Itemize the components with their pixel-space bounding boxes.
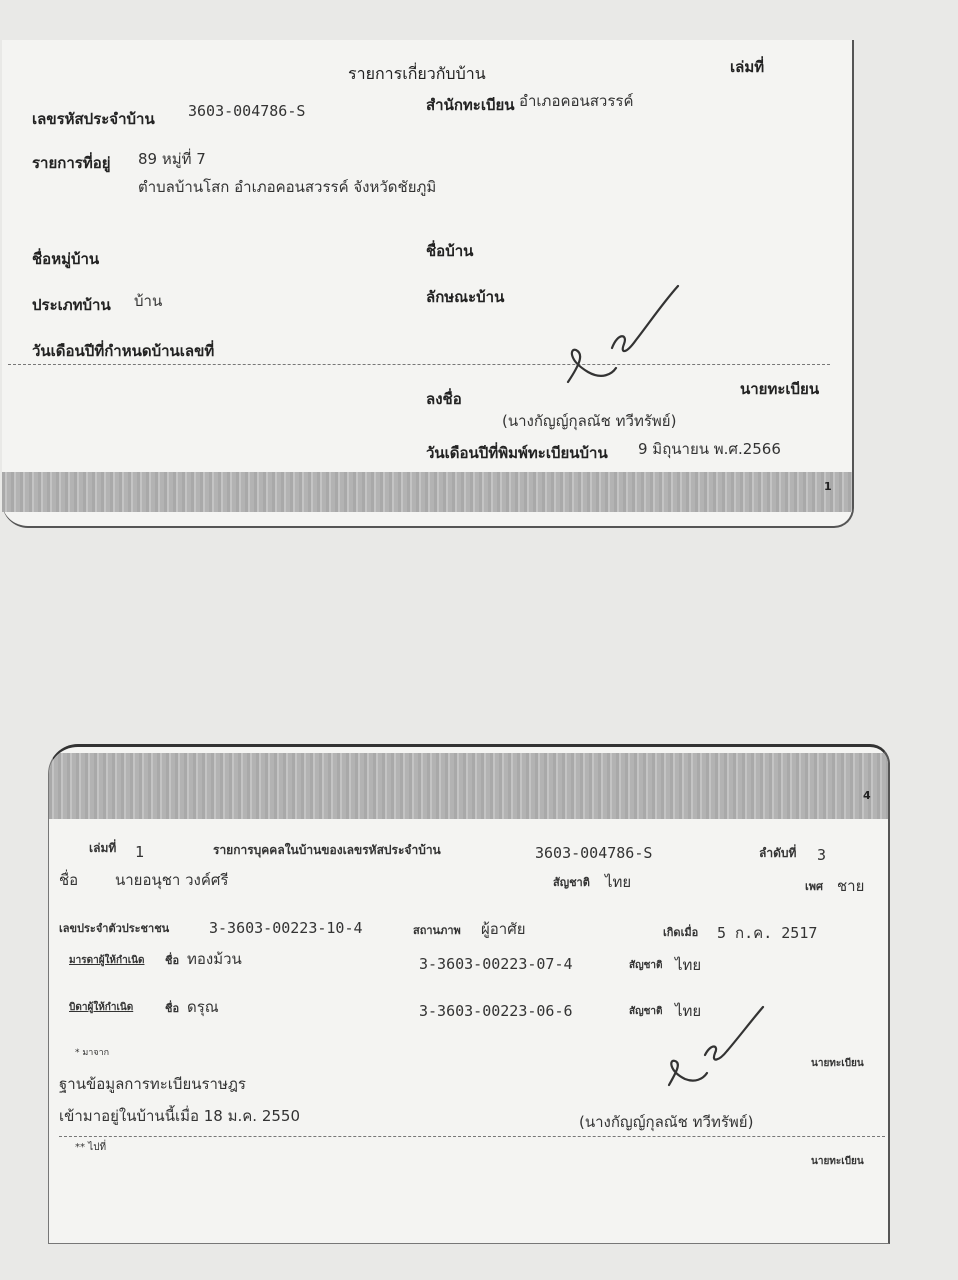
divider [8,364,830,365]
house-type-label: ประเภทบ้าน [32,296,111,314]
name-label: ชื่อ [59,871,79,889]
status-label: สถานภาพ [413,924,461,937]
came-from-label: * มาจาก [75,1048,110,1058]
book-label: เล่มที่ [730,58,765,76]
signature [562,284,692,394]
mother-nationality-value: ไทย [675,956,702,974]
mother-name-label: ชื่อ [165,954,180,967]
page-number: 1 [824,480,832,493]
footer-band [2,472,852,512]
name-value: นายอนุชา วงค์ศรี [115,871,229,889]
house-name-label: ชื่อบ้าน [426,242,474,260]
sex-value: ชาย [837,877,865,895]
number-assigned-date-label: วันเดือนปีที่กำหนดบ้านเลขที่ [32,342,215,360]
registrar-office-label: สำนักทะเบียน [426,96,515,114]
mother-id-value: 3-3603-00223-07-4 [419,955,573,973]
id-label: เลขประจำตัวประชาชน [59,922,170,935]
address-line-1: 89 หมู่ที่ 7 [138,150,206,168]
registrar-office-value: อำเภอคอนสวรรค์ [519,92,634,110]
sex-label: เพศ [805,880,823,893]
signature [663,1002,773,1095]
registrar-name: (นางกัญญ์กุลณัช ทวีทรัพย์) [502,412,677,430]
house-code-label: เลขรหัสประจำบ้าน [32,110,155,128]
mother-name-value: ทองม้วน [187,950,242,968]
nationality-label: สัญชาติ [553,876,590,889]
father-name-value: ดรุณ [187,998,219,1016]
house-details-card [2,40,854,528]
id-value: 3-3603-00223-10-4 [209,919,363,937]
moved-in-date: เข้ามาอยู่ในบ้านนี้เมื่อ 18 ม.ค. 2550 [59,1107,300,1125]
registrar-name: (นางกัญญ์กุลณัช ทวีทรัพย์) [579,1113,754,1131]
moved-to-label: ** ไปที่ [75,1142,107,1153]
registrar-title-2: นายทะเบียน [811,1156,864,1167]
page-number: 4 [863,789,871,802]
registrar-title-1: นายทะเบียน [811,1058,864,1069]
house-code-value: 3603-004786-S [535,844,653,862]
house-feature-label: ลักษณะบ้าน [426,288,505,306]
registrar-title: นายทะเบียน [740,380,820,398]
header-band [49,753,888,819]
status-value: ผู้อาศัย [481,920,526,938]
came-from-value: ฐานข้อมูลการทะเบียนราษฎร [59,1075,246,1093]
print-date-value: 9 มิถุนายน พ.ศ.2566 [638,440,781,458]
person-list-label: รายการบุคคลในบ้านของเลขรหัสประจำบ้าน [213,843,441,857]
person-details-card [48,744,890,1244]
sign-label: ลงชื่อ [426,390,462,408]
book-number: 1 [135,843,145,861]
born-label: เกิดเมื่อ [663,926,699,939]
card-title: รายการเกี่ยวกับบ้าน [348,64,486,83]
print-date-label: วันเดือนปีที่พิมพ์ทะเบียนบ้าน [426,444,608,462]
father-id-value: 3-3603-00223-06-6 [419,1002,573,1020]
house-type-value: บ้าน [134,292,163,310]
order-number: 3 [817,846,827,864]
order-label: ลำดับที่ [759,846,797,860]
village-name-label: ชื่อหมู่บ้าน [32,250,100,268]
born-date-value: 5 ก.ค. 2517 [717,924,818,942]
father-nationality-value: ไทย [675,1002,702,1020]
divider [59,1136,885,1137]
address-line-2: ตำบลบ้านโสก อำเภอคอนสวรรค์ จังหวัดชัยภูมิ [138,178,437,196]
address-label: รายการที่อยู่ [32,154,111,172]
father-nationality-label: สัญชาติ [629,1006,663,1017]
book-label: เล่มที่ [89,841,117,855]
father-name-label: ชื่อ [165,1002,180,1015]
mother-nationality-label: สัญชาติ [629,960,663,971]
nationality-value: ไทย [605,873,632,891]
mother-label: มารดาผู้ให้กำเนิด [69,955,145,966]
father-label: บิดาผู้ให้กำเนิด [69,1002,134,1013]
house-code-value: 3603-004786-S [188,102,306,120]
